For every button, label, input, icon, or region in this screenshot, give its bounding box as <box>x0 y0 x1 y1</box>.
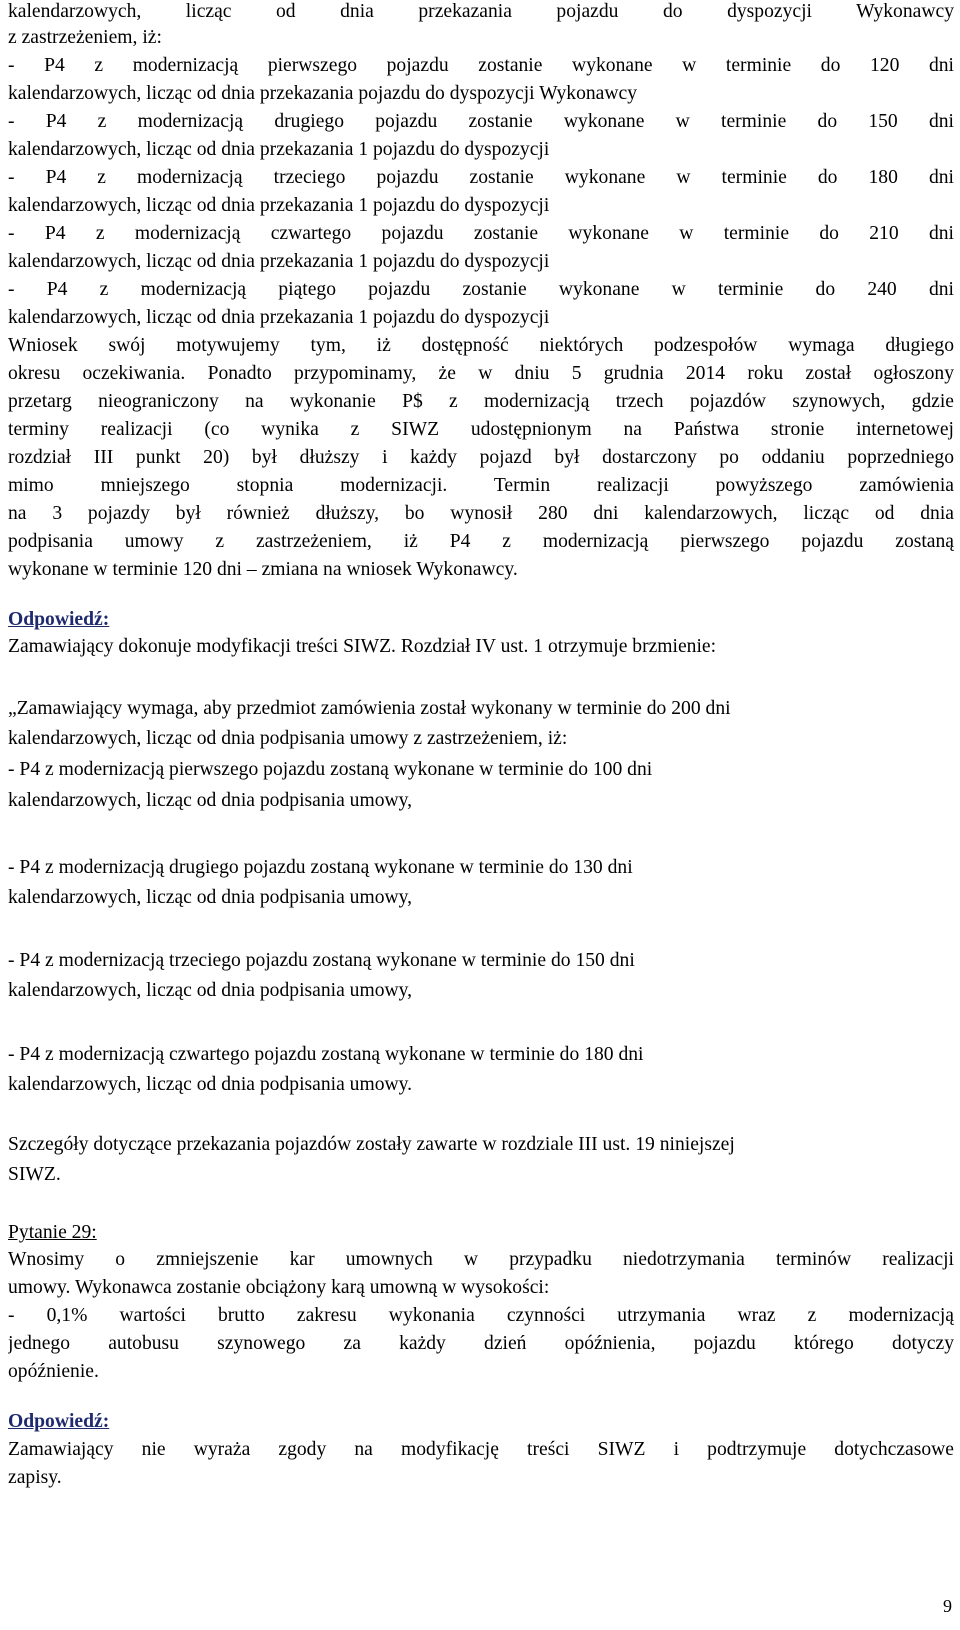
quoted-line: kalendarzowych, licząc od dnia podpisania umowy, <box>8 790 413 811</box>
answer-heading-text: Odpowiedź: <box>8 609 110 630</box>
quoted-line: kalendarzowych, licząc od dnia podpisania umowy, <box>8 980 413 1001</box>
quoted-line: kalendarzowych, licząc od dnia podpisania umowy. <box>8 1074 413 1095</box>
paragraph-line: na 3 pojazdy był również dłuższy, bo wynosił 280 dni kalendarzowych, licząc od dnia <box>8 503 954 524</box>
quoted-line: kalendarzowych, licząc od dnia podpisania umowy z zastrzeżeniem, iż: <box>8 728 568 749</box>
paragraph-line: kalendarzowych, licząc od dnia przekazania pojazdu do dyspozycji Wykonawcy <box>8 1 954 22</box>
paragraph-line: - P4 z modernizacją piątego pojazdu zostanie wykonane w terminie do 240 dni <box>8 279 954 300</box>
details-line: SIWZ. <box>8 1164 61 1185</box>
question-line: Wnosimy o zmniejszenie kar umownych w przypadku niedotrzymania terminów realizacji <box>8 1249 954 1270</box>
answer-intro: Zamawiający dokonuje modyfikacji treści SIWZ. Rozdział IV ust. 1 otrzymuje brzmienie: <box>8 636 717 657</box>
answer-heading-text: Odpowiedź: <box>8 1411 110 1432</box>
paragraph-line: przetarg nieograniczony na wykonanie P$ z modernizacją trzech pojazdów szynowych, gdzie <box>8 391 954 412</box>
paragraph-line: kalendarzowych, licząc od dnia przekazania 1 pojazdu do dyspozycji <box>8 195 550 216</box>
answer-line: zapisy. <box>8 1467 62 1488</box>
question-line: - 0,1% wartości brutto zakresu wykonania czynności utrzymania wraz z modernizacją <box>8 1305 954 1326</box>
paragraph-line: kalendarzowych, licząc od dnia przekazania 1 pojazdu do dyspozycji <box>8 139 550 160</box>
paragraph-line: kalendarzowych, licząc od dnia przekazania 1 pojazdu do dyspozycji <box>8 251 550 272</box>
answer-heading <box>8 605 954 635</box>
paragraph-line: rozdział III punkt 20) był dłuższy i każdy pojazd był dostarczony po oddaniu poprzedniego <box>8 447 954 468</box>
paragraph-line: Wniosek swój motywujemy tym, iż dostępność niektórych podzespołów wymaga długiego <box>8 335 954 356</box>
quoted-line: - P4 z modernizacją trzeciego pojazdu zostaną wykonane w terminie do 150 dni <box>8 950 635 971</box>
question-heading <box>8 1218 954 1248</box>
quoted-line: „Zamawiający wymaga, aby przedmiot zamówienia został wykonany w terminie do 200 dni <box>8 698 731 719</box>
quoted-line: - P4 z modernizacją pierwszego pojazdu zostaną wykonane w terminie do 100 dni <box>8 759 653 780</box>
paragraph-line: kalendarzowych, licząc od dnia przekazania pojazdu do dyspozycji Wykonawcy <box>8 83 638 104</box>
quoted-line: - P4 z modernizacją czwartego pojazdu zostaną wykonane w terminie do 180 dni <box>8 1044 644 1065</box>
answer-heading <box>8 1407 954 1437</box>
page-number: 9 <box>943 1596 952 1616</box>
paragraph-line: - P4 z modernizacją trzeciego pojazdu zostanie wykonane w terminie do 180 dni <box>8 167 954 188</box>
paragraph-line: wykonane w terminie 120 dni – zmiana na wniosek Wykonawcy. <box>8 559 518 580</box>
paragraph-line: - P4 z modernizacją czwartego pojazdu zostanie wykonane w terminie do 210 dni <box>8 223 954 244</box>
paragraph-line: - P4 z modernizacją pierwszego pojazdu zostanie wykonane w terminie do 120 dni <box>8 55 954 76</box>
question-line: umowy. Wykonawca zostanie obciążony karą umowną w wysokości: <box>8 1277 550 1298</box>
paragraph-line: mimo mniejszego stopnia modernizacji. Termin realizacji powyższego zamówienia <box>8 475 954 496</box>
paragraph-line: - P4 z modernizacją drugiego pojazdu zostanie wykonane w terminie do 150 dni <box>8 111 954 132</box>
answer-line: Zamawiający nie wyraża zgody na modyfikację treści SIWZ i podtrzymuje dotychczasowe <box>8 1439 954 1460</box>
quoted-line: - P4 z modernizacją drugiego pojazdu zostaną wykonane w terminie do 130 dni <box>8 857 633 878</box>
paragraph-line: podpisania umowy z zastrzeżeniem, iż P4 z modernizacją pierwszego pojazdu zostaną <box>8 531 954 552</box>
paragraph-line: kalendarzowych, licząc od dnia przekazania 1 pojazdu do dyspozycji <box>8 307 550 328</box>
paragraph-line: terminy realizacji (co wynika z SIWZ udostępnionym na Państwa stronie internetowej <box>8 419 954 440</box>
details-line: Szczegóły dotyczące przekazania pojazdów zostały zawarte w rozdziale III ust. 19 niniejszej <box>8 1134 735 1155</box>
paragraph-line: okresu oczekiwania. Ponadto przypominamy, że w dniu 5 grudnia 2014 roku został ogłoszony <box>8 363 954 384</box>
paragraph-line: z zastrzeżeniem, iż: <box>8 27 162 48</box>
question-line: opóźnienie. <box>8 1361 99 1382</box>
quoted-line: kalendarzowych, licząc od dnia podpisania umowy, <box>8 887 413 908</box>
question-heading-text: Pytanie 29: <box>8 1222 97 1243</box>
question-line: jednego autobusu szynowego za każdy dzień opóźnienia, pojazdu którego dotyczy <box>8 1333 954 1354</box>
